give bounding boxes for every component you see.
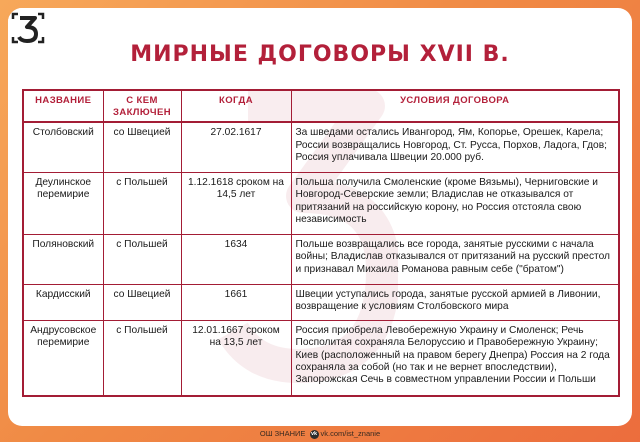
treaty-date: 1.12.1618 сроком на 14,5 лет [181, 172, 291, 234]
table-header-row [23, 90, 619, 122]
treaty-conditions: Польше возвращались все города, занятые русскими с начала войны; Владислав отказывался от притязаний на русский престол и признавал Михаила Романова равным себе ("братом") [291, 234, 619, 284]
column-header-with-whom: С КЕМ ЗАКЛЮЧЕН [103, 90, 181, 122]
column-header-name: НАЗВАНИЕ [23, 90, 103, 122]
treaties-table [22, 89, 620, 397]
treaty-party: с Польшей [103, 234, 181, 284]
table-row [23, 122, 619, 172]
page-title: МИРНЫЕ ДОГОВОРЫ XVII В. [130, 42, 510, 67]
table-row [23, 234, 619, 284]
treaty-name: Поляновский [23, 234, 103, 284]
footer-brand: ОШ ЗНАНИЕ [259, 429, 306, 438]
column-header-conditions: УСЛОВИЯ ДОГОВОРА [291, 90, 619, 122]
treaty-name: Кардисский [23, 284, 103, 320]
treaty-party: со Швецией [103, 122, 181, 172]
treaty-name: Андрусовское перемирие [23, 320, 103, 396]
treaty-conditions: Россия приобрела Левобережную Украину и Смоленск; Речь Посполитая сохраняла Белоруссию и Правобережную Украину; Киев (расположенный на правом берегу Днепра) Россия на 2 года сохраняла за собой (но так и не вернет впоследствии), Запорожская Сечь в совместном управлении России и Польши [291, 320, 619, 396]
column-header-when: КОГДА [181, 90, 291, 122]
treaty-party: с Польшей [103, 320, 181, 396]
content-card [8, 8, 632, 426]
treaty-date: 12.01.1667 сроком на 13,5 лет [181, 320, 291, 396]
table-row [23, 320, 619, 396]
treaty-name: Деулинское перемирие [23, 172, 103, 234]
footer-link[interactable]: vk.com/ist_znanie [320, 429, 381, 438]
treaty-conditions: Польша получила Смоленские (кроме Вязьмы), Черниговские и Новгород-Северские земли; Владислав не отказывался от притязаний на российскую корону, но Россия отстояла свою независимость [291, 172, 619, 234]
footer [0, 428, 640, 439]
treaty-name: Столбовский [23, 122, 103, 172]
treaty-date: 27.02.1617 [181, 122, 291, 172]
treaty-conditions: Швеции уступались города, занятые русской армией в Ливонии, возвращение к условиям Столбовского мира [291, 284, 619, 320]
treaty-date: 1661 [181, 284, 291, 320]
treaty-conditions: За шведами остались Ивангород, Ям, Копорье, Орешек, Карела; России возвращались Новгород, Ст. Русса, Порхов, Ладога, Гдов; Россия уплачивала Швеции 20.000 руб. [291, 122, 619, 172]
table-row [23, 172, 619, 234]
treaty-date: 1634 [181, 234, 291, 284]
treaty-party: с Польшей [103, 172, 181, 234]
vk-icon: vk [310, 430, 318, 437]
treaty-party: со Швецией [103, 284, 181, 320]
table-row [23, 284, 619, 320]
